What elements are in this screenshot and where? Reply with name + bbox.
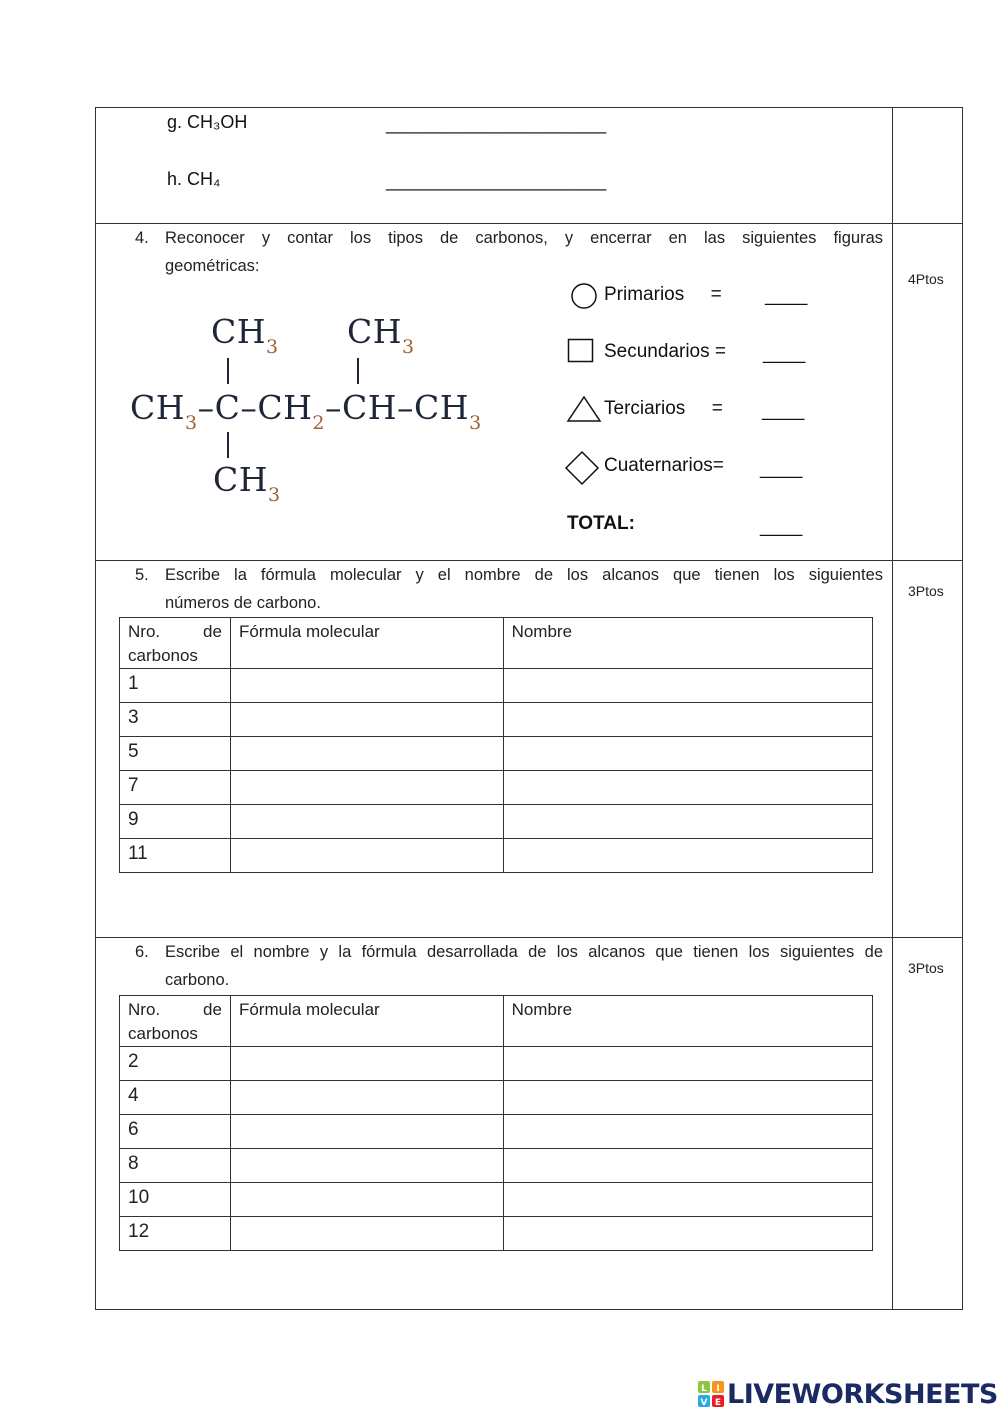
formula-answer-cell[interactable] (230, 839, 503, 873)
table-header-row (120, 996, 873, 1047)
carbon-count-cell: 3 (120, 703, 231, 737)
points-label: 3Ptos (908, 960, 944, 976)
question-text-line2: carbono. (165, 971, 230, 989)
carbon-count-cell: 12 (120, 1217, 231, 1251)
header-nro-carbonos (120, 996, 231, 1047)
circle-icon (569, 282, 599, 310)
question-text-line2: geométricas: (165, 257, 260, 275)
points-column-divider (892, 107, 893, 1310)
header-nombre: Nombre (503, 996, 872, 1047)
name-answer-cell[interactable] (503, 1115, 872, 1149)
table-row (120, 1047, 873, 1081)
carbon-count-cell: 8 (120, 1149, 231, 1183)
question-text-line1: Reconocer y contar los tipos de carbonos, y encerrar en las siguientes figuras (165, 229, 883, 247)
formula-answer-cell[interactable] (230, 1183, 503, 1217)
total-blank[interactable]: ____ (760, 516, 803, 537)
svg-text:I: I (716, 1384, 720, 1394)
question-number: 5. (135, 566, 149, 584)
carbon-table-q5 (119, 617, 873, 873)
svg-text:E: E (714, 1398, 722, 1408)
formula-answer-cell[interactable] (230, 771, 503, 805)
bond-line (227, 432, 229, 458)
formula-answer-cell[interactable] (230, 1217, 503, 1251)
points-label: 4Ptos (908, 271, 944, 287)
carbon-count-cell: 5 (120, 737, 231, 771)
brand-name: LIVEWORKSHEETS (727, 1378, 998, 1410)
table-row (120, 1217, 873, 1251)
carbon-count-cell: 1 (120, 669, 231, 703)
triangle-icon (566, 395, 602, 423)
legend-blank-cuaternarios[interactable]: ____ (760, 458, 803, 479)
header-nombre: Nombre (503, 618, 872, 669)
group-text: CH (211, 312, 267, 351)
formula-answer-cell[interactable] (230, 805, 503, 839)
table-row (120, 805, 873, 839)
formula-answer-cell[interactable] (230, 1081, 503, 1115)
name-answer-cell[interactable] (503, 805, 872, 839)
methyl-group-bottom (213, 460, 281, 506)
question-number: 6. (135, 943, 149, 961)
group-text: CH (347, 312, 403, 351)
formula-answer-cell[interactable] (230, 1115, 503, 1149)
chain-subscript: 3 (469, 412, 482, 434)
header-formula: Fórmula molecular (230, 618, 503, 669)
carbon-count-cell: 11 (120, 839, 231, 873)
bond-line (227, 358, 229, 384)
name-answer-cell[interactable] (503, 1217, 872, 1251)
table-row (120, 839, 873, 873)
table-row (120, 771, 873, 805)
legend-blank-secundarios[interactable]: ____ (763, 343, 806, 364)
carbon-count-cell: 6 (120, 1115, 231, 1149)
chain-text: –C–CH (197, 388, 313, 427)
header-nro-carbonos (120, 618, 231, 669)
item-g-answer-line[interactable]: ______________________ (386, 114, 607, 134)
chain-text: –CH–CH (325, 388, 470, 427)
question-number: 4. (135, 229, 149, 247)
group-subscript: 3 (268, 484, 281, 506)
carbon-count-cell: 10 (120, 1183, 231, 1217)
liveworksheets-logo-icon (697, 1380, 725, 1408)
chain-subscript: 3 (185, 412, 198, 434)
methyl-group-top-right (347, 312, 415, 358)
header-nro: Nro. de (128, 1000, 222, 1019)
item-h-label: h. CH₄ (167, 169, 221, 189)
legend-label-secundarios: Secundarios = (604, 341, 726, 362)
group-subscript: 3 (266, 336, 279, 358)
formula-answer-cell[interactable] (230, 737, 503, 771)
main-chain (130, 388, 482, 434)
legend-label-primarios: Primarios = (604, 284, 722, 305)
legend-blank-primarios[interactable]: ____ (765, 285, 808, 306)
table-row (120, 737, 873, 771)
table-row (120, 703, 873, 737)
question-5 (135, 561, 883, 617)
question-text-line2: números de carbono. (165, 594, 321, 612)
header-carbonos: carbonos (128, 1024, 198, 1043)
liveworksheets-logo[interactable] (697, 1377, 998, 1411)
item-g-label: g. CH₃OH (167, 112, 248, 132)
carbon-count-cell: 4 (120, 1081, 231, 1115)
formula-answer-cell[interactable] (230, 1149, 503, 1183)
item-h-answer-line[interactable]: ______________________ (386, 171, 607, 191)
legend-blank-terciarios[interactable]: ____ (762, 400, 805, 421)
group-subscript: 3 (402, 336, 415, 358)
table-row (120, 1115, 873, 1149)
square-icon (567, 338, 595, 364)
carbon-count-cell: 2 (120, 1047, 231, 1081)
name-answer-cell[interactable] (503, 1047, 872, 1081)
legend-label-cuaternarios: Cuaternarios= (604, 455, 724, 476)
chain-text: CH (130, 388, 186, 427)
table-row (120, 1183, 873, 1217)
legend-label-terciarios: Terciarios = (604, 398, 723, 419)
question-text-line1: Escribe el nombre y la fórmula desarrollada de los alcanos que tienen los siguientes de (165, 943, 883, 961)
name-answer-cell[interactable] (503, 839, 872, 873)
carbon-count-cell: 9 (120, 805, 231, 839)
formula-answer-cell[interactable] (230, 703, 503, 737)
question-text-line1: Escribe la fórmula molecular y el nombre de los alcanos que tienen los siguientes (165, 566, 883, 584)
question-6 (135, 938, 883, 994)
carbon-count-cell: 7 (120, 771, 231, 805)
name-answer-cell[interactable] (503, 771, 872, 805)
svg-text:V: V (700, 1398, 708, 1408)
bond-line (357, 358, 359, 384)
table-row (120, 1081, 873, 1115)
carbon-table-q6 (119, 995, 873, 1251)
header-formula: Fórmula molecular (230, 996, 503, 1047)
chain-subscript: 2 (312, 412, 325, 434)
header-carbonos: carbonos (128, 646, 198, 665)
name-answer-cell[interactable] (503, 1081, 872, 1115)
header-nro: Nro. de (128, 622, 222, 641)
svg-text:L: L (701, 1384, 707, 1394)
formula-answer-cell[interactable] (230, 1047, 503, 1081)
name-answer-cell[interactable] (503, 1149, 872, 1183)
table-header-row (120, 618, 873, 669)
diamond-icon (564, 450, 600, 486)
formula-answer-cell[interactable] (230, 669, 503, 703)
group-text: CH (213, 460, 269, 499)
table-row (120, 669, 873, 703)
name-answer-cell[interactable] (503, 669, 872, 703)
name-answer-cell[interactable] (503, 703, 872, 737)
points-label: 3Ptos (908, 583, 944, 599)
methyl-group-top-left (211, 312, 279, 358)
table-row (120, 1149, 873, 1183)
total-label: TOTAL: (567, 513, 635, 534)
question-4 (135, 224, 883, 280)
name-answer-cell[interactable] (503, 737, 872, 771)
name-answer-cell[interactable] (503, 1183, 872, 1217)
